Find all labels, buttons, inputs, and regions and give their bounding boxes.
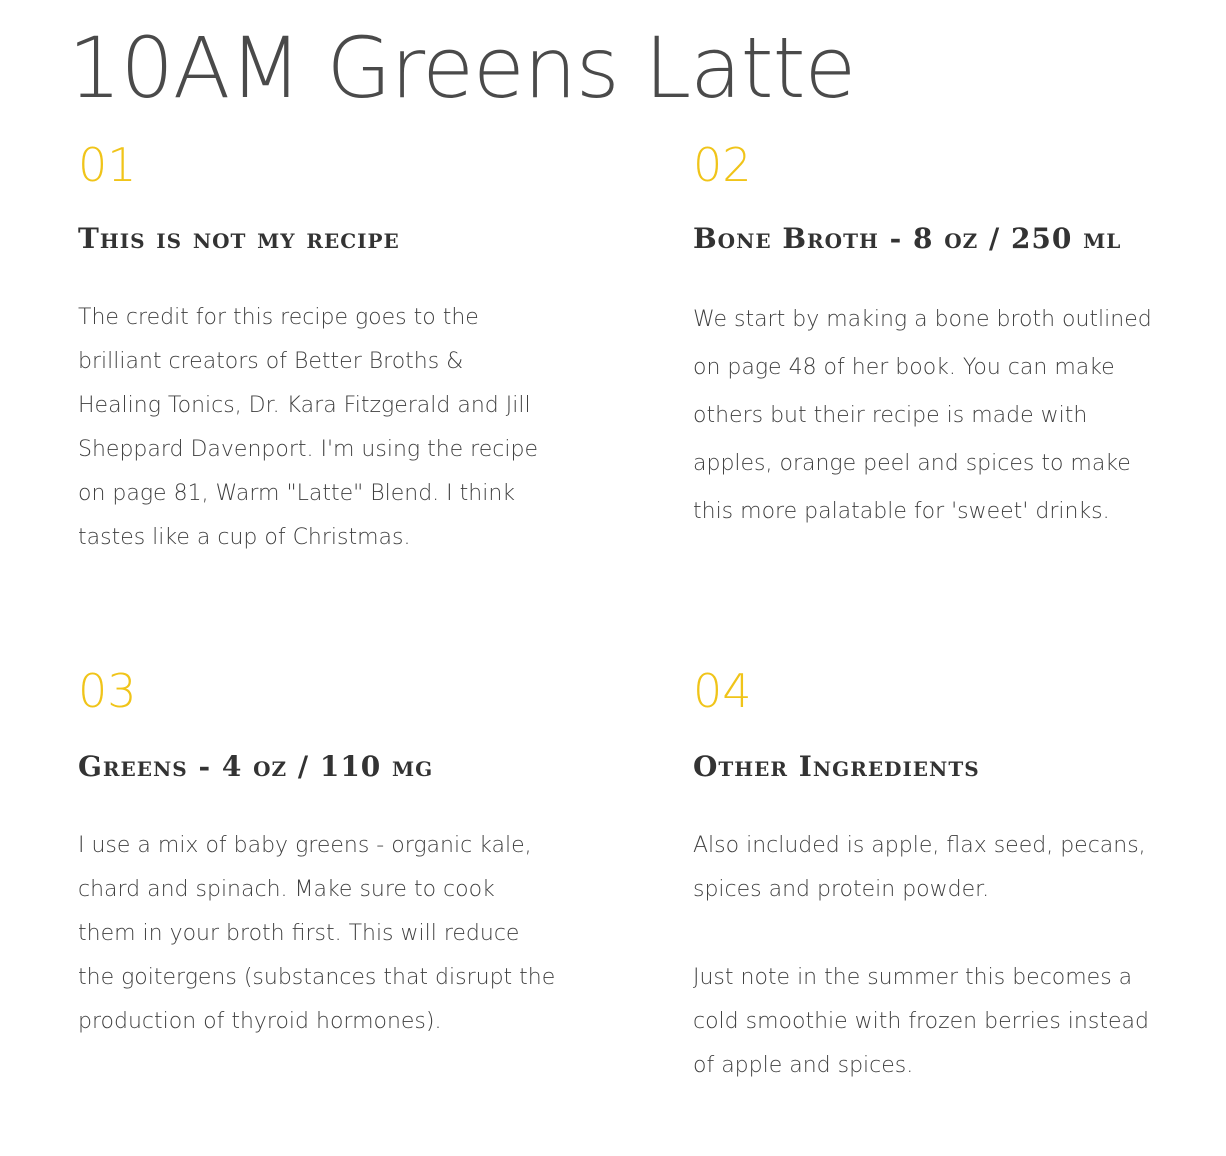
step-paragraph: Also included is apple, flax seed, pecans, spices and protein powder. bbox=[693, 833, 1146, 902]
step-paragraph: The credit for this recipe goes to the brilliant creators of Better Broths & Healing Tonics, Dr. Kara Fitzgerald and Jill Sheppard Davenport. I'm using the recipe on page 81, Warm "Latte" Blend. I think tastes like a cup of Christmas. bbox=[78, 305, 538, 550]
step-paragraph: I use a mix of baby greens - organic kale, chard and spinach. Make sure to cook them in your broth first. This will reduce the goitergens (substances that disrupt the production of thyroid hormones). bbox=[78, 833, 556, 1034]
step-body bbox=[693, 824, 1163, 1088]
step-heading: This is not my recipe bbox=[78, 222, 400, 255]
step-paragraph: We start by making a bone broth outlined on page 48 of her book. You can make others but their recipe is made with apples, orange peel and spices to make this more palatable for 'sweet' drinks. bbox=[693, 307, 1152, 524]
step-heading: Greens - 4 oz / 110 mg bbox=[78, 750, 434, 783]
step-body bbox=[78, 296, 548, 560]
step-04 bbox=[693, 666, 1173, 1088]
step-03 bbox=[78, 666, 558, 1044]
step-01 bbox=[78, 140, 558, 560]
step-paragraph: Just note in the summer this becomes a cold smoothie with frozen berries instead of apple and spices. bbox=[693, 965, 1149, 1078]
step-number: 01 bbox=[78, 138, 137, 192]
page-title: 10AM Greens Latte bbox=[68, 19, 856, 117]
step-number: 04 bbox=[693, 664, 752, 718]
step-02 bbox=[693, 140, 1173, 536]
step-heading: Other Ingredients bbox=[693, 750, 980, 783]
step-number: 03 bbox=[78, 664, 137, 718]
step-body bbox=[693, 296, 1163, 536]
step-body bbox=[78, 824, 558, 1044]
step-number: 02 bbox=[693, 138, 752, 192]
step-heading: Bone Broth - 8 oz / 250 ml bbox=[693, 222, 1122, 255]
